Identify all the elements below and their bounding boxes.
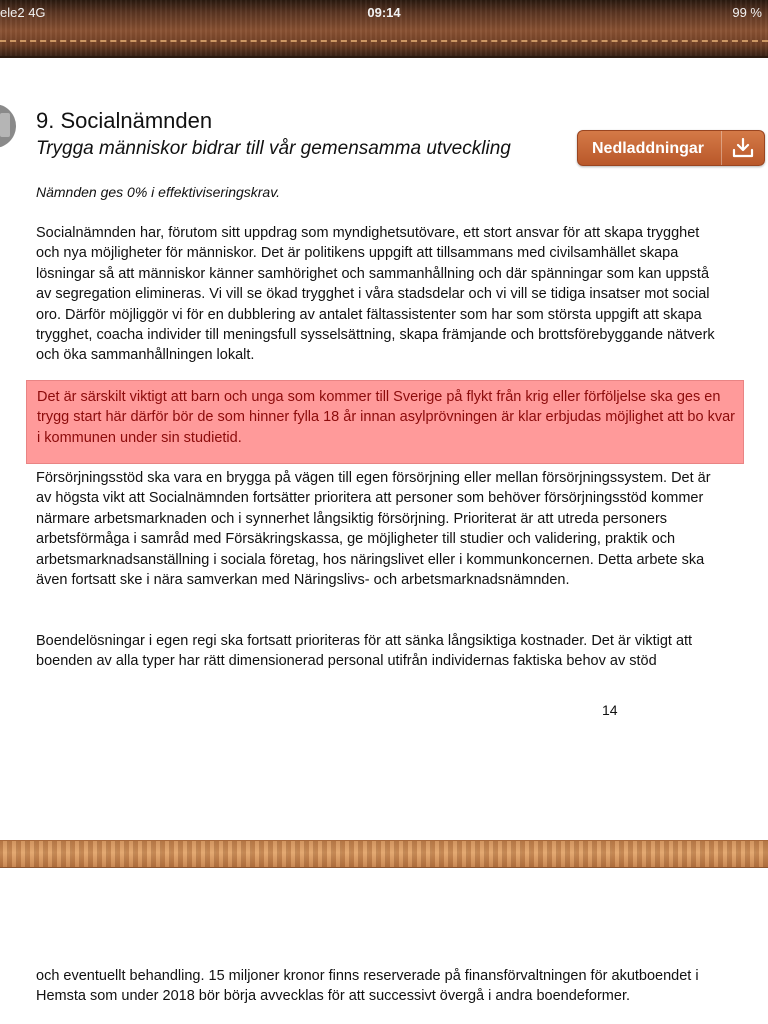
battery-level: 99 %: [732, 5, 762, 20]
section-tab-icon[interactable]: [0, 104, 16, 148]
page-subtitle: Trygga människor bidrar till vår gemensamma utveckling: [36, 138, 511, 159]
carrier-label: ele2 4G: [0, 5, 46, 20]
page-number: 14: [602, 702, 618, 718]
paragraph: Boendelösningar i egen regi ska fortsatt prioriteras för att sänka långsiktiga kostnader. Det är viktigt att boenden av alla typer har rätt dimensionerad personal utifrån individernas faktiska behov av stöd: [36, 633, 693, 670]
downloads-button[interactable]: [577, 130, 765, 166]
page-separator: [0, 840, 768, 868]
download-icon: [731, 138, 755, 158]
document-page: [0, 60, 768, 840]
highlighted-passage[interactable]: [26, 380, 744, 464]
highlighted-text: Det är särskilt viktigt att barn och unga som kommer till Sverige på flykt från krig eller förföljelse ska ges en trygg start här därför bör de som hinner fylla 18 år innan asylprövningen är klar erbjudas möjlighet att bo kvar i kommunen under sin studietid.: [37, 389, 735, 446]
paragraph: Socialnämnden har, förutom sitt uppdrag som myndighetsutövare, ett stort ansvar för att skapa trygghet och nya möjligheter för människor. Det är politikens uppgift att tillsammans med civilsamhället skapa lösningar så att människor känner samhörighet och sammanhållning och där spänningar som kan uppstå av segregation elimineras. Vi vill se ökad trygghet i våra stadsdelar och vi vill se tidiga insatser mot social oro. Därför möjliggör vi för en dubblering av antalet fältassistenter som har som största uppgift att skapa trygghet, coacha individer till meningsfull sysselsättning, skapa främjande och brottsförebyggande nätverk och öka sammanhållningen lokalt.: [36, 225, 715, 364]
button-divider: [721, 131, 722, 165]
leather-stitching: [0, 40, 768, 42]
paragraph: Försörjningsstöd ska vara en brygga på vägen till egen försörjning eller mellan försörjningssystem. Det är av högsta vikt att Socialnämnden fortsätter prioritera att personer som behöver försörjningsstöd kommer närmare arbetsmarknaden och i synnerhet långsiktig försörjning. Prioriterat är att utreda personers arbetsförmåga i samråd med Försäkringskassa, ge möjligheter till studier och validering, praktik och arbetsmarknadsanställning i sociala företag, hos näringslivet eller i kommunkoncernen. Detta arbete ska även fortsatt ske i nära samverkan med Näringslivs- och arbetsmarknadsnämnden.: [36, 470, 711, 589]
downloads-button-label: Nedladdningar: [592, 140, 705, 157]
clock: 09:14: [367, 5, 401, 20]
efficiency-note: Nämnden ges 0% i effektiviseringskrav.: [36, 184, 281, 200]
next-page-paragraph: och eventuellt behandling. 15 miljoner kronor finns reserverade på finansförvaltningen för akutboendet i Hemsta som under 2018 bör börja avvecklas för att successivt övergå i andra boendeformer.: [36, 968, 699, 1005]
status-bar: [0, 0, 768, 58]
page-title: 9. Socialnämnden: [36, 108, 213, 133]
